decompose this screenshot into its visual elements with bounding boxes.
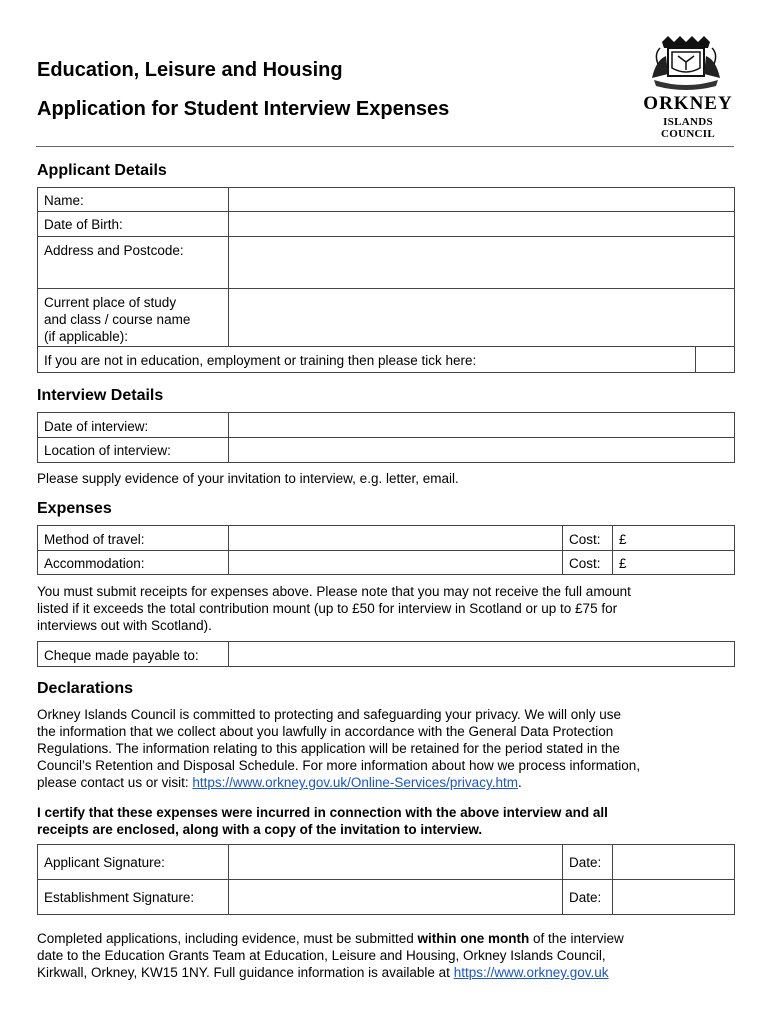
study-field[interactable] bbox=[229, 289, 735, 347]
accommodation-field[interactable] bbox=[229, 551, 563, 575]
applicant-date-field[interactable] bbox=[613, 845, 735, 880]
establishment-date-field[interactable] bbox=[613, 880, 735, 915]
interview-location-field[interactable] bbox=[229, 438, 735, 463]
signature-table bbox=[37, 844, 735, 915]
cheque-field[interactable] bbox=[229, 642, 735, 667]
submission-instructions: Completed applications, including evidence, must be submitted within one month of the interview date to the Education Grants Team at Education, Leisure and Housing, Orkney Islands Council, Kirkwall, Orkney, KW15 1NY. Full guidance information is available at https://www.orkney.gov.uk bbox=[37, 931, 624, 980]
privacy-statement: Orkney Islands Council is committed to protecting and safeguarding your privacy. We will only use the information that we collect about you lawfully in accordance with the General Data Protection Regulations. The information relating to this application will be retained for the period stated in the Council’s Retention and Disposal Schedule. For more information about how we process information, please contact us or visit: https://www.orkney.gov.uk/Online-Services/privacy.htm. bbox=[37, 707, 641, 790]
applicant-signature-label: Applicant Signature: bbox=[38, 845, 229, 880]
council-logo bbox=[638, 34, 738, 140]
neet-label: If you are not in education, employment or training then please tick here: bbox=[38, 347, 696, 373]
study-label: Current place of study and class / course name (if applicable): bbox=[38, 289, 229, 347]
applicant-signature-field[interactable] bbox=[229, 845, 563, 880]
privacy-policy-link[interactable]: https://www.orkney.gov.uk/Online-Services/privacy.htm bbox=[192, 775, 518, 790]
dob-field[interactable] bbox=[229, 212, 735, 237]
logo-text-islands-council: ISLANDS COUNCIL bbox=[660, 116, 716, 140]
expenses-heading: Expenses bbox=[37, 500, 112, 517]
cheque-table bbox=[37, 641, 735, 667]
name-field[interactable] bbox=[229, 188, 735, 212]
deadline-emphasis: within one month bbox=[417, 931, 530, 946]
establishment-signature-field[interactable] bbox=[229, 880, 563, 915]
accommodation-cost-label: Cost: bbox=[563, 551, 613, 575]
interview-date-field[interactable] bbox=[229, 413, 735, 438]
establishment-date-label: Date: bbox=[563, 880, 613, 915]
interview-date-label: Date of interview: bbox=[38, 413, 229, 438]
travel-cost-label: Cost: bbox=[563, 526, 613, 551]
applicant-details-heading: Applicant Details bbox=[37, 162, 167, 179]
expenses-table bbox=[37, 525, 735, 575]
travel-field[interactable] bbox=[229, 526, 563, 551]
interview-location-label: Location of interview: bbox=[38, 438, 229, 463]
declarations-heading: Declarations bbox=[37, 680, 134, 697]
travel-label: Method of travel: bbox=[38, 526, 229, 551]
form-title: Application for Student Interview Expenses bbox=[37, 98, 450, 120]
dob-label: Date of Birth: bbox=[38, 212, 229, 237]
name-label: Name: bbox=[38, 188, 229, 212]
council-website-link[interactable]: https://www.orkney.gov.uk bbox=[453, 965, 609, 980]
certification-statement: I certify that these expenses were incurred in connection with the above interview and all receipts are enclosed, along with a copy of the invitation to interview. bbox=[37, 805, 608, 837]
accommodation-cost-field[interactable] bbox=[613, 551, 735, 575]
establishment-signature-label: Establishment Signature: bbox=[38, 880, 229, 915]
department-title: Education, Leisure and Housing bbox=[37, 59, 343, 81]
expenses-note: You must submit receipts for expenses above. Please note that you may not receive the full amount listed if it exceeds the total contribution mount (up to £50 for interview in Scotland or up to £75 for interviews out with Scotland). bbox=[37, 584, 631, 633]
accommodation-label: Accommodation: bbox=[38, 551, 229, 575]
coat-of-arms-icon bbox=[638, 34, 738, 92]
logo-text-orkney: ORKNEY bbox=[643, 93, 733, 114]
header-divider bbox=[36, 146, 734, 147]
address-field[interactable] bbox=[229, 237, 735, 289]
interview-details-table bbox=[37, 412, 735, 463]
evidence-note: Please supply evidence of your invitation to interview, e.g. letter, email. bbox=[37, 471, 459, 486]
travel-currency-symbol: £ bbox=[619, 532, 627, 547]
accommodation-currency-symbol: £ bbox=[619, 556, 627, 571]
applicant-date-label: Date: bbox=[563, 845, 613, 880]
applicant-details-table bbox=[37, 187, 735, 373]
cheque-label: Cheque made payable to: bbox=[38, 642, 229, 667]
travel-cost-field[interactable] bbox=[613, 526, 735, 551]
interview-details-heading: Interview Details bbox=[37, 387, 164, 404]
neet-tick-box[interactable] bbox=[696, 347, 735, 373]
address-label: Address and Postcode: bbox=[38, 237, 229, 289]
